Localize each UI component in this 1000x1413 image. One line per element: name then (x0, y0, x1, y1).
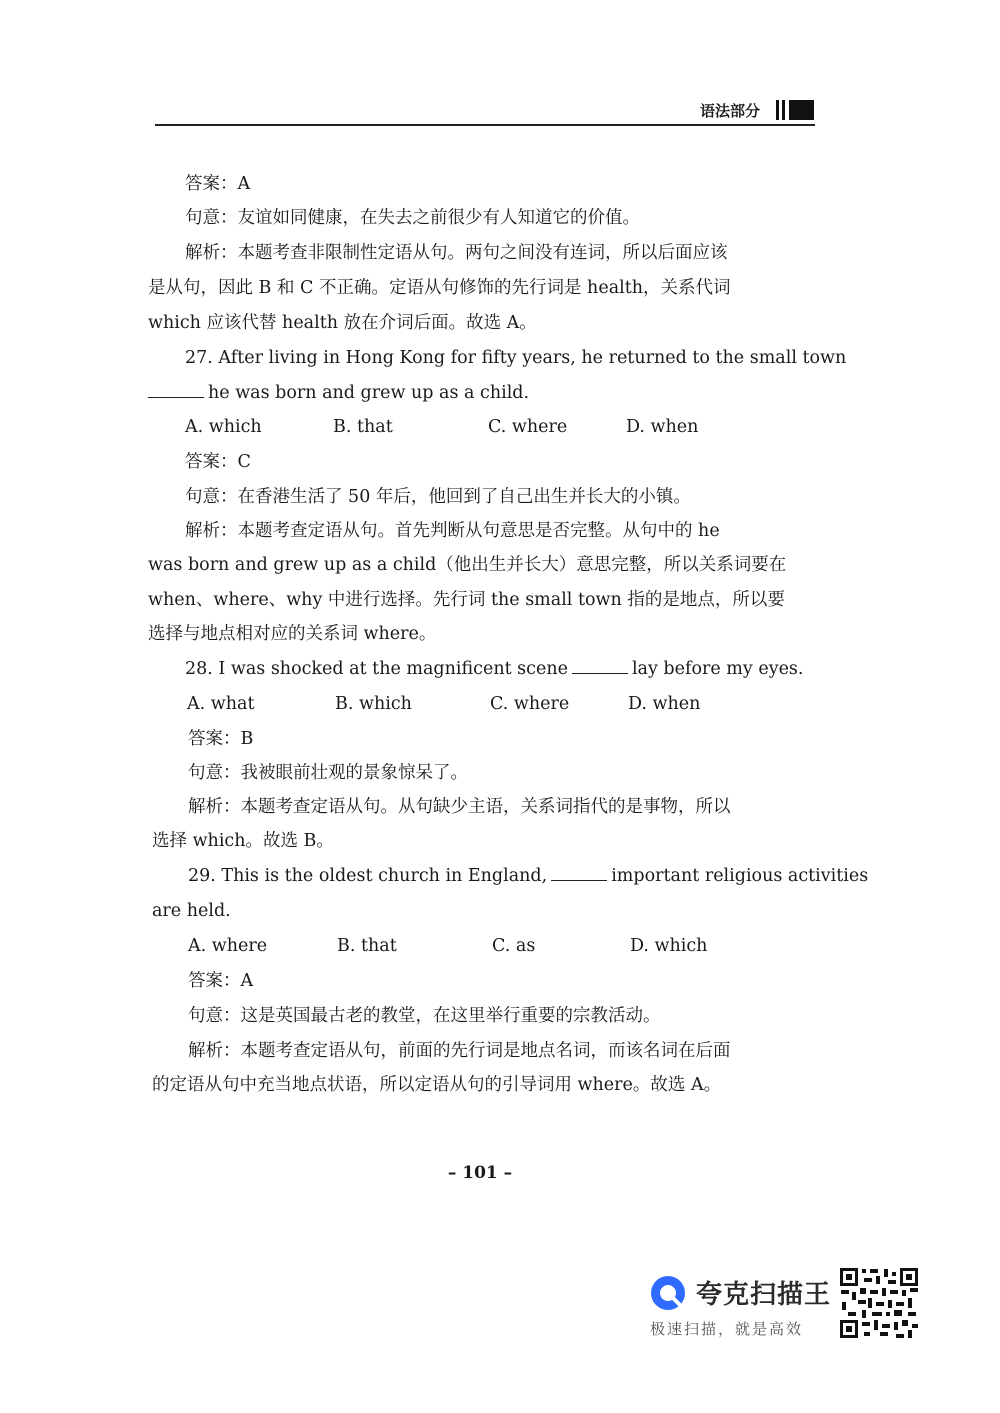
qr-code-icon (838, 1266, 920, 1340)
header-rule (155, 124, 815, 126)
option-28-c: C. where (490, 694, 570, 714)
option-27-d: D. when (626, 417, 699, 437)
option-29-c: C. as (492, 936, 536, 956)
analysis-27-line2: was born and grew up as a child（他出生并长大）意思完整，所以关系词要在 (148, 555, 787, 575)
analysis-29-line2: 的定语从句中充当地点状语，所以定语从句的引导词用 where。故选 A。 (152, 1075, 722, 1095)
analysis-26-line2: 是从句，因此 B 和 C 不正确。定语从句修饰的先行词是 health，关系代词 (148, 278, 731, 298)
answer-27: 答案：C (185, 452, 251, 472)
analysis-26-line1: 解析：本题考查非限制性定语从句。两句之间没有连词，所以后面应该 (185, 243, 728, 263)
answer-28: 答案：B (188, 729, 254, 749)
question-28: 28. I was shocked at the magnificent scene lay before my eyes. (185, 659, 804, 679)
option-29-b: B. that (337, 936, 397, 956)
answer-26: 答案：A (185, 174, 251, 194)
page-number: – 101 – (447, 1163, 513, 1183)
answer-blank (572, 658, 628, 674)
option-27-a: A. which (185, 417, 262, 437)
meaning-27: 句意：在香港生活了 50 年后，他回到了自己出生并长大的小镇。 (185, 487, 691, 507)
meaning-26: 句意：友谊如同健康，在失去之前很少有人知道它的价值。 (185, 208, 640, 228)
meaning-29: 句意：这是英国最古老的教堂，在这里举行重要的宗教活动。 (188, 1006, 661, 1026)
analysis-26-line3: which 应该代替 health 放在介词后面。故选 A。 (148, 313, 537, 333)
option-27-b: B. that (333, 417, 393, 437)
option-28-b: B. which (335, 694, 412, 714)
quark-logo-icon (648, 1273, 688, 1313)
analysis-29-line1: 解析：本题考查定语从句，前面的先行词是地点名词，而该名词在后面 (188, 1041, 731, 1061)
header-title: 语法部分 (699, 102, 760, 120)
question-27-line2: he was born and grew up as a child. (148, 381, 529, 405)
analysis-27-line3: when、where、why 中进行选择。先行词 the small town 指的是地点，所以要 (148, 590, 785, 610)
answer-blank (148, 382, 204, 398)
analysis-27-line1: 解析：本题考查定语从句。首先判断从句意思是否完整。从句中的 he (185, 521, 720, 541)
watermark-slogan: 极速扫描，就是高效 (650, 1320, 804, 1338)
question-29-line1: 29. This is the oldest church in England, important religious activities (188, 866, 869, 886)
question-27-line1: 27. After living in Hong Kong for fifty years, he returned to the small town (185, 348, 847, 368)
option-27-c: C. where (488, 417, 568, 437)
analysis-28-line2: 选择 which。故选 B。 (152, 831, 334, 851)
meaning-28: 句意：我被眼前壮观的景象惊呆了。 (188, 763, 468, 783)
header-bars-icon (776, 100, 816, 120)
answer-29: 答案：A (188, 971, 254, 991)
option-28-a: A. what (187, 694, 255, 714)
watermark-brand: 夸克扫描王 (696, 1280, 832, 1310)
option-29-d: D. which (630, 936, 708, 956)
analysis-27-line4: 选择与地点相对应的关系词 where。 (148, 624, 437, 644)
question-29-line2: are held. (152, 901, 231, 921)
option-28-d: D. when (628, 694, 701, 714)
answer-blank (551, 865, 607, 881)
analysis-28-line1: 解析：本题考查定语从句。从句缺少主语，关系词指代的是事物，所以 (188, 797, 731, 817)
option-29-a: A. where (188, 936, 268, 956)
